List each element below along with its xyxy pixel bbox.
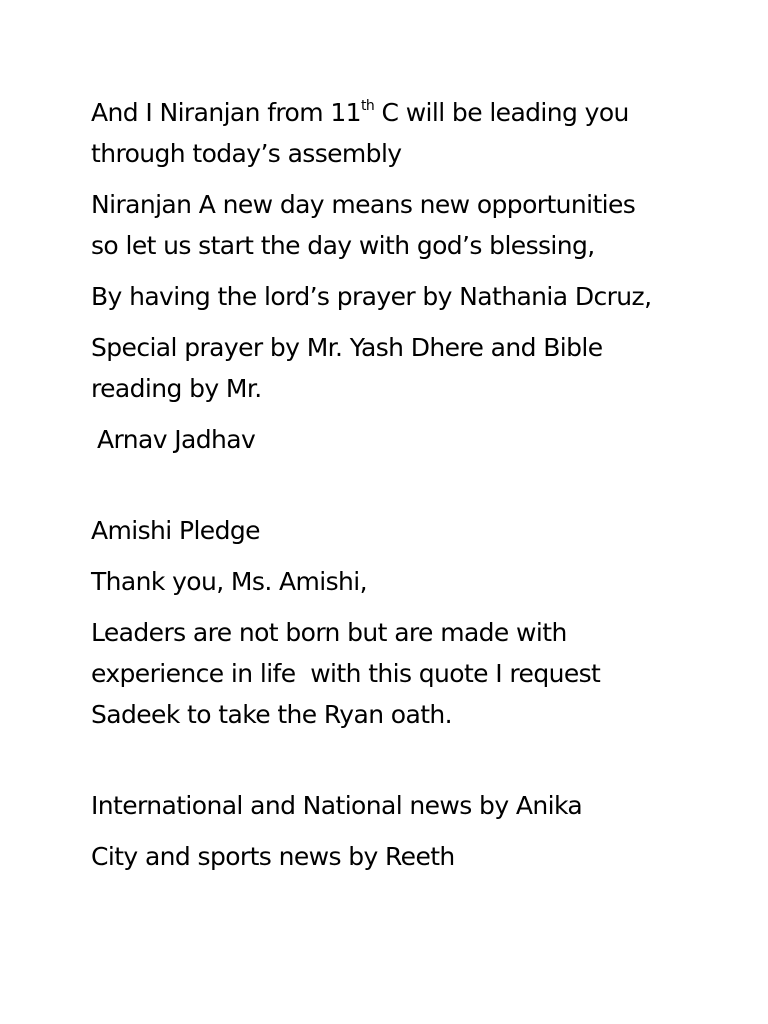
paragraph-intro — [91, 92, 731, 174]
paragraph-city-sports-news: City and sports news by Reeth — [91, 842, 455, 871]
paragraph-special-prayer — [91, 327, 731, 409]
leaders-line-1: Leaders are not born but are made with — [91, 618, 567, 647]
special-prayer-line-2: reading by Mr. — [91, 374, 262, 403]
intro-text-start: And I Niranjan from 11 — [91, 98, 361, 127]
paragraph-new-day — [91, 184, 731, 266]
leaders-line-3: Sadeek to take the Ryan oath. — [91, 700, 453, 729]
document-body — [91, 92, 731, 877]
special-prayer-line-1: Special prayer by Mr. Yash Dhere and Bible — [91, 333, 603, 362]
ordinal-superscript: th — [360, 97, 375, 114]
leaders-line-2: experience in life with this quote I request — [91, 659, 601, 688]
intro-line-2: through today’s assembly — [91, 139, 402, 168]
new-day-line-2: so let us start the day with god’s blessing, — [91, 231, 595, 260]
paragraph-bible-reader: Arnav Jadhav — [97, 425, 256, 454]
new-day-line-1: Niranjan A new day means new opportunities — [91, 190, 636, 219]
paragraph-international-news: International and National news by Anika — [91, 791, 583, 820]
paragraph-thank-you: Thank you, Ms. Amishi, — [91, 567, 367, 596]
paragraph-lords-prayer: By having the lord’s prayer by Nathania Dcruz, — [91, 282, 652, 311]
intro-text-end: C will be leading you — [374, 98, 629, 127]
paragraph-leaders-quote — [91, 612, 731, 735]
paragraph-pledge: Amishi Pledge — [91, 516, 260, 545]
